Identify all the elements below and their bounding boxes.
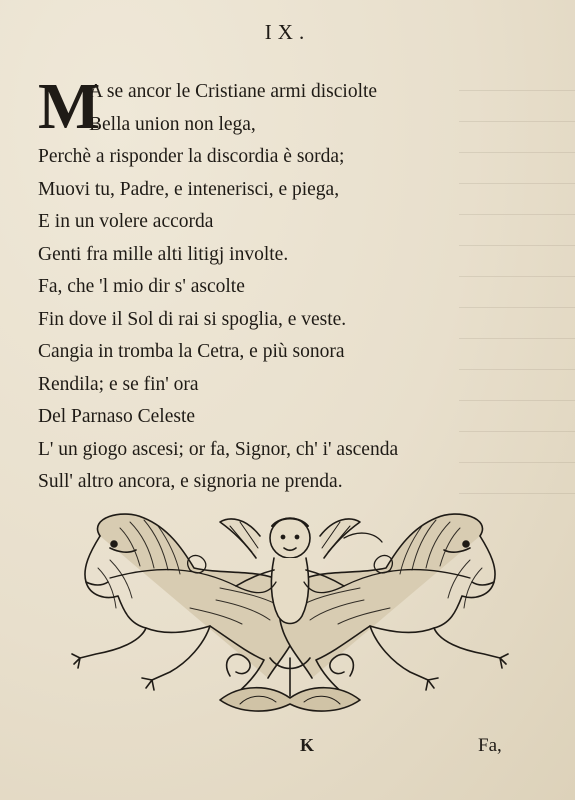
verse-line: Fa, che 'l mio dir s' ascolte [38, 276, 245, 297]
woodcut-lions-cherub-ornament [70, 508, 510, 723]
verse-line: Fin dove il Sol di rai si spoglia, e veste. [38, 308, 347, 330]
verse-line: Perchè a risponder la discordia è sorda; [38, 146, 345, 167]
verse-line: Bella union non lega, [89, 113, 256, 135]
poem-stanza [38, 70, 508, 499]
verse-line: L' un giogo ascesi; or fa, Signor, ch' i' ascenda [38, 438, 399, 460]
drop-cap: M [38, 70, 101, 143]
scrollwork-base [220, 654, 360, 711]
left-lion-figure [72, 514, 300, 694]
verse-line: Rendila; e se fin' ora [38, 373, 199, 395]
verse-line: Muovi tu, Padre, e intenerisci, e piega, [38, 178, 340, 200]
page-number: IX. [264, 20, 311, 44]
catchword: Fa, [478, 735, 502, 756]
verse-line: Del Parnaso Celeste [38, 406, 196, 427]
verse-line: Cangia in tromba la Cetra, e più sonora [38, 341, 345, 362]
right-lion-figure [280, 514, 508, 694]
verse-line: A se ancor le Cristiane armi disciolte [89, 81, 378, 102]
verse-line: Genti fra mille alti litigj involte. [38, 243, 289, 265]
signature-mark: K [300, 735, 315, 755]
verse-line: Sull' altro ancora, e signoria ne prenda. [38, 471, 343, 492]
verse-line: E in un volere accorda [38, 211, 214, 232]
